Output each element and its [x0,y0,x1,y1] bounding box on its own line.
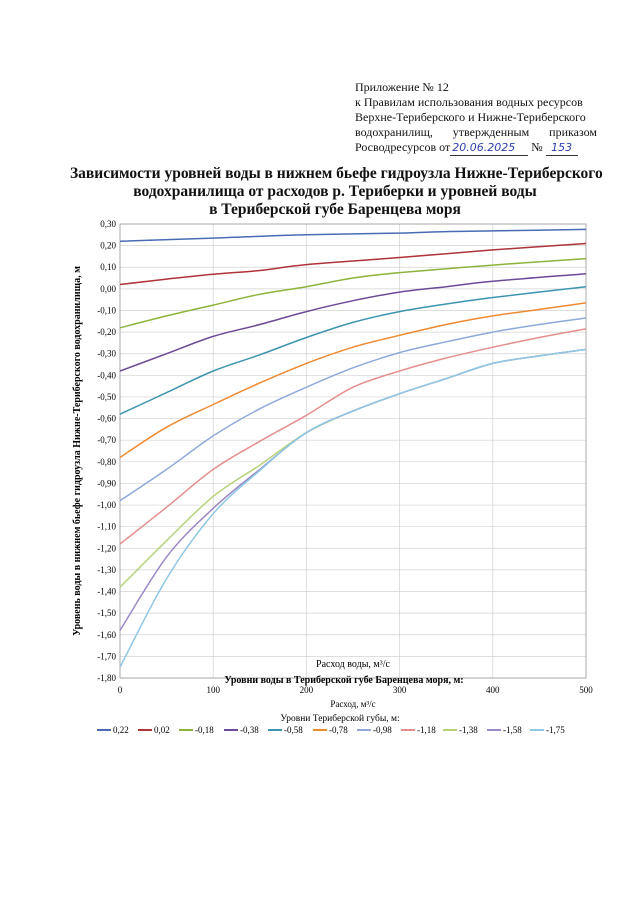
legend-title: Уровни Териберской губы, м: [280,714,400,724]
series-line-4 [120,287,586,415]
appendix-order-prefix: Росводресурсов от [355,140,451,154]
series-line-7 [120,329,586,544]
x-tick-label: 100 [206,685,220,695]
chart-title-line-2: водохранилища от расходов р. Териберки и уровней воды [133,183,537,200]
y-tick-label: -0,40 [97,370,116,381]
y-tick-label: -1,80 [97,673,116,683]
y-tick-label: -1,70 [97,651,116,662]
y-axis-label: Уровень воды в нижнем бьефе гидроузла Нижне-Териберского водохранилища, м [72,266,83,636]
y-tick-label: -1,50 [97,608,116,619]
appendix-number: Приложение № 12 [355,80,449,94]
y-tick-label: -1,00 [97,500,116,511]
legend-entry: -1,75 [546,725,565,735]
legend-entry: 0,02 [154,725,170,735]
y-tick-label: -0,10 [97,305,116,316]
y-tick-label: -0,20 [97,327,116,338]
legend-entry: 0,22 [113,725,129,735]
y-tick-label: -0,80 [97,456,116,467]
order-no-label: № [531,140,543,154]
legend-entry: -0,18 [195,725,214,735]
chart-title-line-1: Зависимости уровней воды в нижнем бьефе гидроузла Нижне-Териберского [70,165,603,182]
series-line-0 [120,229,586,241]
y-tick-label: -0,30 [97,348,116,359]
y-tick-label: 0,30 [100,219,116,229]
series-line-2 [120,259,586,328]
y-tick-labels [97,219,116,683]
y-tick-label: -1,40 [97,586,116,597]
x-axis-label-upper: Расход воды, м³/с [316,659,390,670]
legend-entry: -0,38 [240,725,259,735]
legend-entry: -1,58 [503,725,522,735]
x-tick-label: 500 [579,685,593,695]
series-line-9 [120,349,586,630]
legend-entry: -0,98 [373,725,392,735]
series-line-8 [120,349,586,587]
y-tick-label: -1,30 [97,564,116,575]
x-axis-label: Расход, м³/с [330,699,376,709]
series-line-5 [120,303,586,458]
plot-area [120,224,586,678]
x-tick-label: 300 [392,685,407,695]
y-tick-label: 0,00 [100,283,116,294]
x-tick-label: 400 [486,685,500,695]
order-number: 153 [546,140,578,156]
x-tick-labels [118,685,594,695]
legend [97,725,565,735]
y-tick-label: -0,50 [97,391,116,402]
y-tick-label: -0,70 [97,435,116,446]
y-tick-label: -0,90 [97,478,116,489]
y-tick-label: -1,10 [97,521,116,532]
y-tick-label: -1,20 [97,543,116,554]
chart-title-line-3: в Териберской губе Баренцева моря [209,201,461,218]
legend-entry: -1,38 [459,725,478,735]
y-tick-label: 0,20 [100,240,116,251]
y-tick-label: -0,60 [97,413,116,424]
legend-entry: -0,58 [284,725,303,735]
y-tick-label: 0,10 [100,262,116,273]
y-tick-label: -1,60 [97,629,116,640]
legend-entry: -0,78 [329,725,348,735]
series-title-label: Уровни воды в Териберской губе Баренцева моря, м: [224,675,464,686]
x-tick-label: 200 [299,685,314,695]
appendix-line-3: Верхне-Териберского и Нижне-Териберского [355,110,586,124]
chart-grid [120,224,586,678]
appendix-line-2: к Правилам использования водных ресурсов [355,95,583,109]
series-lines [120,229,586,667]
x-tick-label: 0 [117,685,123,695]
order-date: 20.06.2025 [450,140,528,156]
legend-entry: -1,18 [417,725,436,735]
appendix-line-4: водохранилищ, утвержденным приказом [355,125,597,139]
